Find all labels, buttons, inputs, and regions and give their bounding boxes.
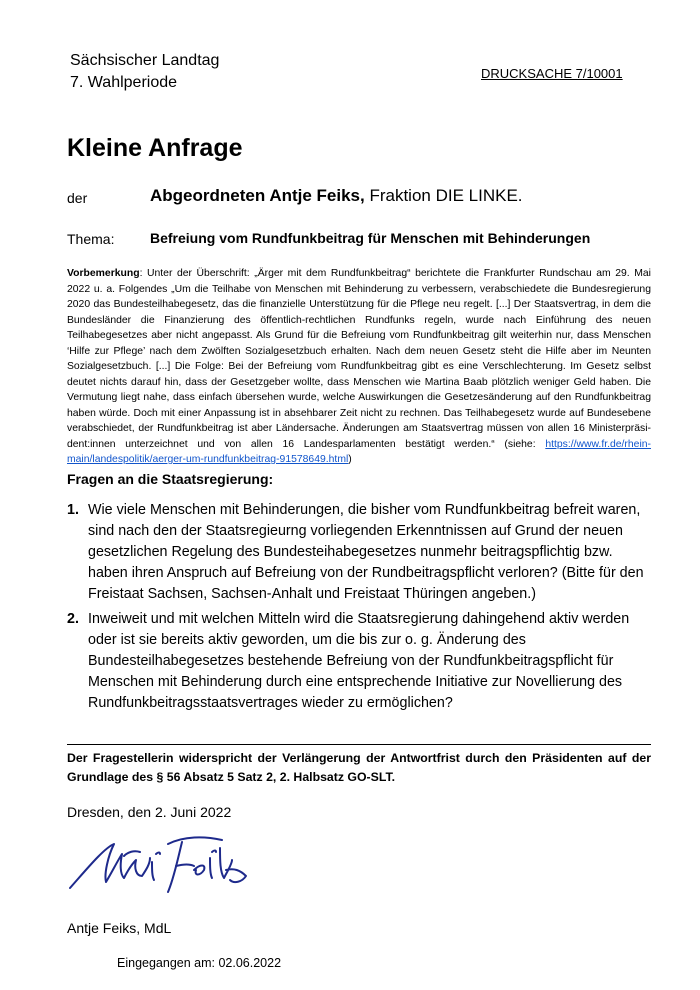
parliament-header [70, 50, 219, 94]
question-number: 2. [67, 611, 79, 627]
topic-label: Thema: [67, 231, 115, 247]
document-title: Kleine Anfrage [67, 134, 243, 162]
place-date: Dresden, den 2. Juni 2022 [67, 804, 232, 820]
question-item [67, 609, 651, 714]
author-line [150, 186, 523, 206]
question-item [67, 500, 651, 605]
legislative-period: 7. Wahlperiode [70, 74, 178, 91]
topic-text: Befreiung vom Rundfunkbeitrag für Menschen mit Behinderungen [150, 230, 591, 246]
author-prefix: der [67, 190, 88, 206]
author-faction: Fraktion DIE LINKE. [364, 186, 523, 205]
handwritten-signature [64, 830, 254, 900]
received-date: Eingegangen am: 02.06.2022 [117, 956, 282, 970]
preface-text: : Unter der Überschrift: „Ärger mit dem Rundfunkbeitrag“ berichtete die Frankfurter Rundschau am 29. Mai 2022 u. a. Folgendes „Um die Teilhabe von Menschen mit Behinderung zu verbessern, verabschiedete die Bundesregierung 2020 das Bundesteilhabegesetz, das die finanzielle Unterstützung für die Pflege neu regelt. [...] Der Staatsvertrag, in dem die Bundesländer die Finanzierung des öffentlich-rechtlichen Rundfunks regeln, wurde nach Einführung des neuen Teilhabegesetzes aber nicht angepasst. Als Grund für die Befreiung vom Rundfunkbeitrag gilt weiterhin nur, dass Menschen ‘Hilfe zur Pflege’ nach dem Zwölften Sozialgesetzbuch erhalten. Nach dem neuen Gesetz steht die Hilfe aber im Neunten Sozialgesetzbuch. [...] Die Folge: Bei der Befreiung vom Rundfunkbeitrag gibt es eine Verschlechterung. Im Gesetz selbst deutet nichts darauf hin, dass der Gesetzgeber wollte, dass Menschen wie Martina Baab plötzlich weniger Geld haben. Die Vermutung liegt nahe, dass einfach übersehen wurde, welche Auswirkungen die Gesetzesänderung auf den Rundfunkbeitrag haben würde. Doch mit einer Anpassung ist in absehbarer Zeit nicht zu rechnen. Das Teilhabegesetz wurde auf Bundesebene verabschiedet, der Rundfunkbeitrag ist aber Ländersache. Änderungen am Staatsvertrag müssen von allen 16 Ministerpräsi-dent:innen unterzeichnet und von allen 16 Landesparlamenten bestätigt werden.“ (siehe: [67, 268, 651, 450]
separator-line [67, 744, 651, 745]
question-number: 1. [67, 502, 79, 518]
questions-heading: Fragen an die Staatsregierung: [67, 471, 274, 487]
questions-list [67, 500, 651, 718]
preface-label: Vorbemerkung [67, 268, 140, 279]
question-text: Wie viele Menschen mit Behinderungen, die bisher vom Rundfunkbeitrag befreit waren, sind nach den der Staatsregieurng vorliegenden Erkenntnissen auf Grund der neuen gesetzlichen Regelung des Bundesteihabegesetzes nunmehr beitragspflichtig bzw. haben ihren Anspruch auf Befreiung von der Rundbeitragspflicht verloren? (Bitte für den Freistaat Sachsen, Sachsen-Anhalt und Freistaat Thüringen angeben.) [88, 502, 644, 602]
question-text: Inweiweit und mit welchen Mitteln wird die Staatsregierung dahingehend aktiv werden oder ist sie bereits aktiv geworden, um die bis zur o. g. Änderung des Bundesteilhabegesetzes bestehende Befreiung von der Rundfunkbeitragspflicht für Menschen mit Behinderung durch eine entsprechende Initiative zur Novellierung des Rundfunkbeitragsstaatsvertrages wieder zu ermöglichen? [88, 611, 630, 711]
preface [67, 266, 651, 468]
source-link[interactable]: https://www.fr.de/rhein-main/landespolitik/aerger-um-rundfunkbeitrag-91578649.html [67, 438, 651, 465]
author-name: Abgeordneten Antje Feiks, [150, 186, 365, 205]
drucksache-number: DRUCKSACHE 7/10001 [481, 66, 623, 81]
parliament-name: Sächsischer Landtag [70, 52, 220, 69]
signer-name: Antje Feiks, MdL [67, 920, 172, 936]
preface-closing: ) [348, 454, 352, 465]
objection-notice: Der Fragestellerin widerspricht der Verlängerung der Antwortfrist durch den Präsidenten auf der Grundlage des § 56 Absatz 5 Satz 2, 2. Halbsatz GO-SLT. [67, 751, 651, 784]
